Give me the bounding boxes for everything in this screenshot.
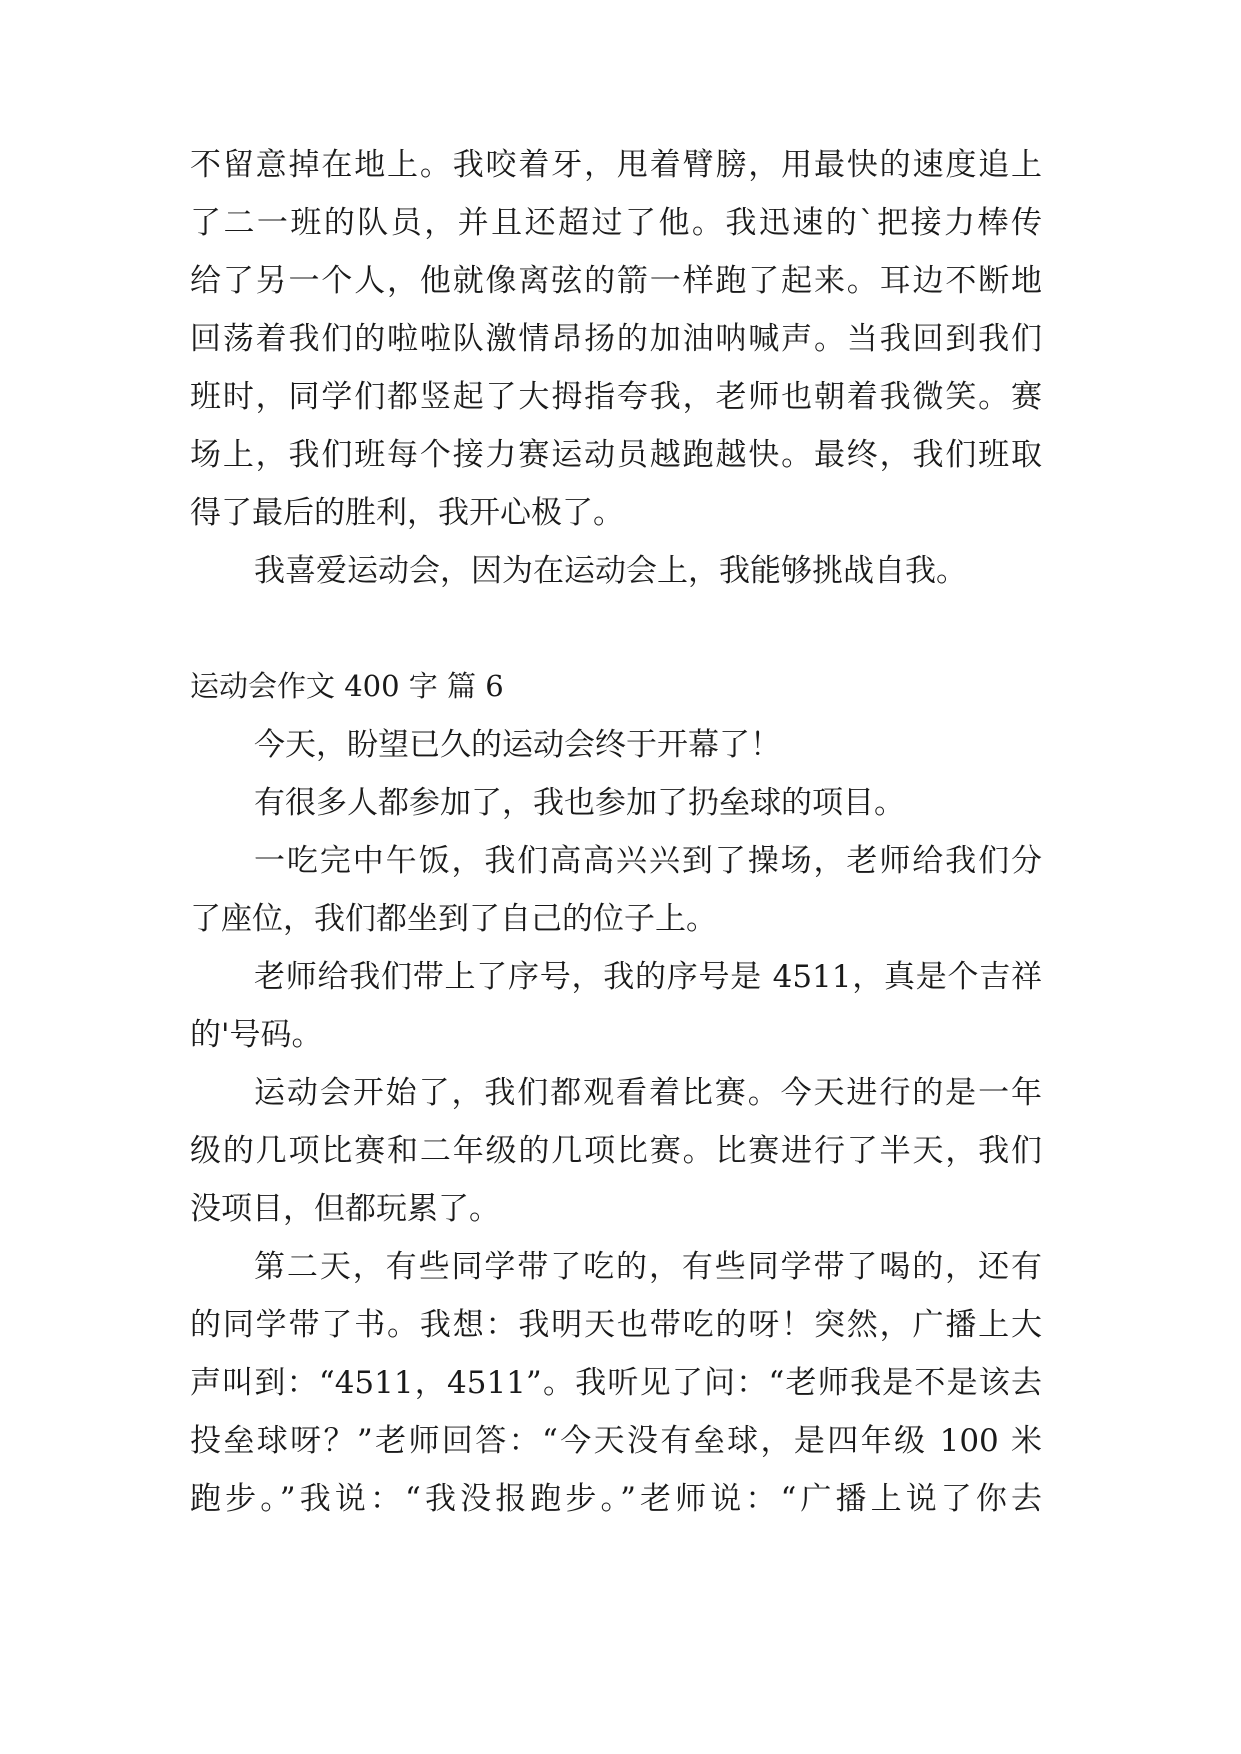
paragraph-line: 级的几项比赛和二年级的几项比赛。比赛进行了半天，我们 xyxy=(190,1133,1042,1169)
paragraph-line: 班时，同学们都竖起了大拇指夸我，老师也朝着我微笑。赛 xyxy=(190,379,1042,415)
paragraph-line: 没项目，但都玩累了。 xyxy=(190,1191,500,1227)
paragraph-line: 给了另一个人，他就像离弦的箭一样跑了起来。耳边不断地 xyxy=(190,263,1042,299)
paragraph-line: 今天，盼望已久的运动会终于开幕了！ xyxy=(254,727,781,763)
paragraph-line: 第二天，有些同学带了吃的，有些同学带了喝的，还有 xyxy=(254,1249,1042,1285)
paragraph-line: 不留意掉在地上。我咬着牙，甩着臂膀，用最快的速度追上 xyxy=(190,147,1042,183)
paragraph-line: 场上，我们班每个接力赛运动员越跑越快。最终，我们班取 xyxy=(190,437,1042,473)
paragraph-line: 老师给我们带上了序号，我的序号是 4511，真是个吉祥 xyxy=(254,959,1042,995)
paragraph-line: 一吃完中午饭，我们高高兴兴到了操场，老师给我们分 xyxy=(254,843,1042,879)
paragraph-line: 声叫到：“4511，4511”。我听见了问：“老师我是不是该去 xyxy=(190,1365,1042,1401)
paragraph-line: 的同学带了书。我想：我明天也带吃的呀！突然，广播上大 xyxy=(190,1307,1042,1343)
paragraph-line: 投垒球呀？”老师回答：“今天没有垒球，是四年级 100 米 xyxy=(190,1423,1042,1459)
paragraph-line: 我喜爱运动会，因为在运动会上，我能够挑战自我。 xyxy=(254,553,967,589)
essay-heading: 运动会作文 400 字 篇 6 xyxy=(190,669,504,703)
paragraph-line: 了二一班的队员，并且还超过了他。我迅速的`把接力棒传 xyxy=(190,205,1042,241)
paragraph-line: 了座位，我们都坐到了自己的位子上。 xyxy=(190,901,717,937)
paragraph-line: 有很多人都参加了，我也参加了扔垒球的项目。 xyxy=(254,785,905,821)
paragraph-line: 跑步。”我说：“我没报跑步。”老师说：“广播上说了你去 xyxy=(190,1481,1042,1517)
paragraph-line: 回荡着我们的啦啦队激情昂扬的加油呐喊声。当我回到我们 xyxy=(190,321,1042,357)
paragraph-line: 的'号码。 xyxy=(190,1017,323,1053)
paragraph-line: 得了最后的胜利，我开心极了。 xyxy=(190,495,624,531)
paragraph-line: 运动会开始了，我们都观看着比赛。今天进行的是一年 xyxy=(254,1075,1042,1111)
